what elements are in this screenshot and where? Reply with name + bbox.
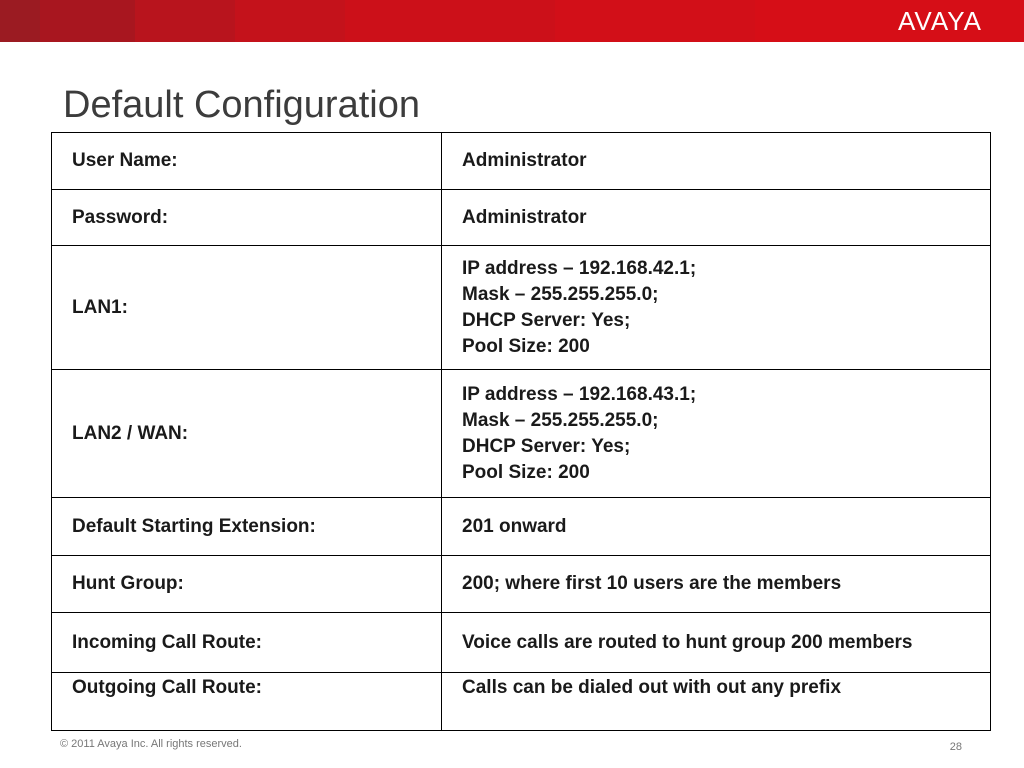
banner-segment <box>135 0 235 42</box>
banner-segment <box>755 0 1024 42</box>
banner-segment <box>235 0 345 42</box>
row-value <box>442 190 991 246</box>
table-row <box>52 556 991 613</box>
row-value <box>442 370 991 498</box>
banner-segment <box>555 0 755 42</box>
copyright-notice: © 2011 Avaya Inc. All rights reserved. <box>60 738 242 750</box>
row-value <box>442 133 991 190</box>
value-line: Administrator <box>462 150 587 171</box>
row-label: LAN2 / WAN: <box>52 370 442 498</box>
value-line: 201 onward <box>462 515 567 537</box>
slide-title: Default Configuration <box>63 84 420 126</box>
value-line: 200; where first 10 users are the members <box>462 573 842 594</box>
table-row <box>52 613 991 673</box>
value-line: Voice calls are routed to hunt group 200 members <box>462 631 913 653</box>
table-row <box>52 370 991 498</box>
table-row <box>52 190 991 246</box>
value-line: DHCP Server: Yes; <box>462 435 631 457</box>
row-value <box>442 498 991 556</box>
table-row <box>52 673 991 731</box>
row-label: Incoming Call Route: <box>52 613 442 673</box>
value-line: IP address – 192.168.43.1; <box>462 383 697 405</box>
row-label: User Name: <box>52 133 442 190</box>
value-line: IP address – 192.168.42.1; <box>462 257 697 279</box>
row-value <box>442 556 991 613</box>
table-row <box>52 246 991 370</box>
value-line: Pool Size: 200 <box>462 335 590 357</box>
banner-segment <box>40 0 135 42</box>
row-label: Outgoing Call Route: <box>52 673 442 731</box>
banner-segment <box>0 0 40 42</box>
row-label: Default Starting Extension: <box>52 498 442 556</box>
row-value <box>442 673 991 731</box>
value-line: Pool Size: 200 <box>462 461 590 483</box>
page-number: 28 <box>949 741 962 753</box>
avaya-logo: AVAYA <box>898 6 982 36</box>
value-line: Mask – 255.255.255.0; <box>462 409 659 431</box>
row-label: Password: <box>52 190 442 246</box>
value-line: Mask – 255.255.255.0; <box>462 283 659 305</box>
value-line: Calls can be dialed out with out any prefix <box>462 677 842 698</box>
value-line: Administrator <box>462 206 587 228</box>
value-line: DHCP Server: Yes; <box>462 309 631 331</box>
row-value <box>442 246 991 370</box>
table-row <box>52 133 991 190</box>
row-label: Hunt Group: <box>52 556 442 613</box>
row-value <box>442 613 991 673</box>
table-row <box>52 498 991 556</box>
default-configuration-table <box>51 132 991 731</box>
brand-banner <box>0 0 1024 42</box>
row-label: LAN1: <box>52 246 442 370</box>
banner-segment <box>345 0 555 42</box>
